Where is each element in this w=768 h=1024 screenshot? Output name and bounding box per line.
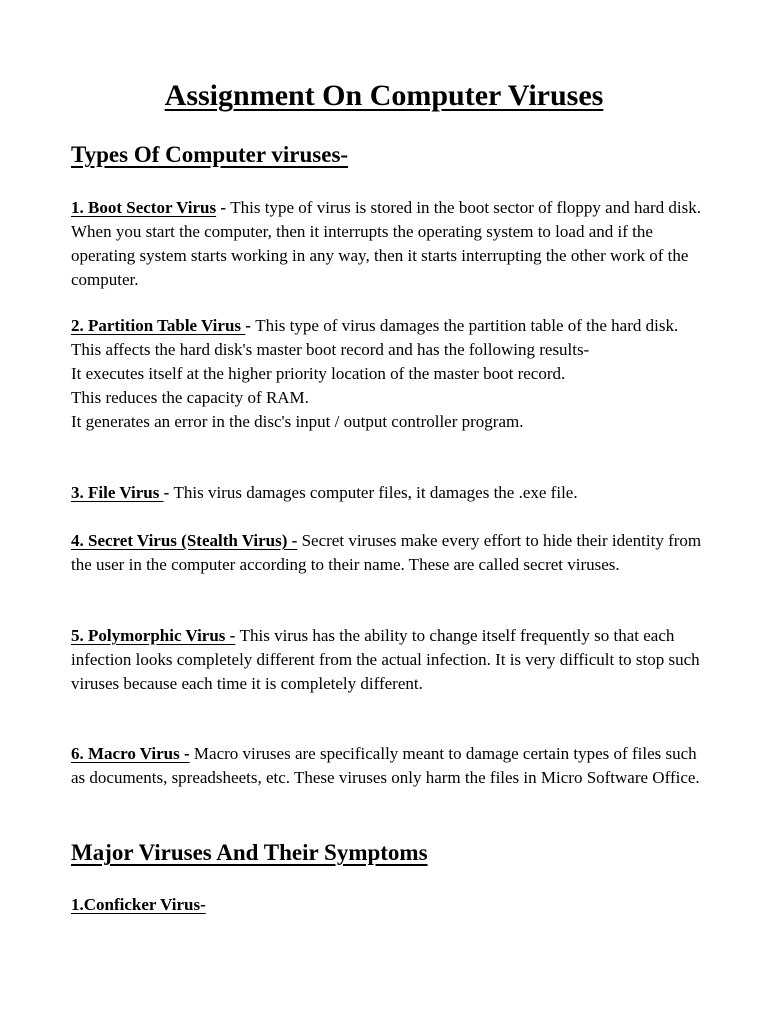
virus-item-text: This virus has the ability to change itself frequently so that each infection looks completely different from the actual infection. It is very difficult to stop such viruses because each time it is completely different.	[71, 626, 700, 693]
virus-item-label: 1. Boot Sector Virus	[71, 198, 217, 217]
virus-item-dash: -	[216, 198, 231, 217]
virus-item-text: This virus damages computer files, it damages the .exe file.	[173, 483, 578, 502]
virus-item-boot-sector	[71, 196, 703, 292]
virus-item-text: Macro viruses are specifically meant to damage certain types of files such as documents, spreadsheets, etc. These viruses only harm the files in Micro Software Office.	[71, 744, 700, 787]
virus-item-label: 6. Macro Virus -	[71, 744, 190, 763]
virus-item-label: 2. Partition Table Virus	[71, 316, 246, 335]
virus-item-text: Secret viruses make every effort to hide their identity from the user in the computer according to their name. These are called secret viruses.	[71, 531, 702, 574]
virus-item-macro	[71, 742, 703, 790]
virus-item-label: 4. Secret Virus (Stealth Virus) -	[71, 531, 298, 550]
virus-item-polymorphic	[71, 624, 703, 696]
result-line: It executes itself at the higher priority location of the master boot record.	[71, 364, 566, 383]
result-line: It generates an error in the disc's input / output controller program.	[71, 412, 524, 431]
virus-item-label: 5. Polymorphic Virus -	[71, 626, 236, 645]
section-heading-types: Types Of Computer viruses-	[71, 142, 349, 167]
virus-item-label: 3. File Virus	[71, 483, 164, 502]
section-heading-major-viruses: Major Viruses And Their Symptoms	[71, 840, 428, 865]
subsection-heading-conficker: 1.Conficker Virus-	[71, 895, 206, 914]
document-title	[0, 78, 768, 114]
document-title-text: Assignment On Computer Viruses	[164, 79, 604, 112]
virus-item-text: This type of virus is stored in the boot sector of floppy and hard disk. When you start the computer, then it interrupts the operating system to load and if the operating system starts working in any way, then it starts interrupting the other work of the computer.	[71, 198, 702, 289]
virus-item-dash: -	[163, 483, 174, 502]
virus-item-stealth	[71, 529, 703, 577]
virus-item-dash: -	[245, 316, 256, 335]
virus-item-file	[71, 481, 703, 505]
result-line: This reduces the capacity of RAM.	[71, 388, 309, 407]
virus-item-partition-table	[71, 314, 703, 434]
virus-item-text: This type of virus damages the partition table of the hard disk. This affects the hard disk's master boot record and has the following results-	[71, 316, 679, 359]
